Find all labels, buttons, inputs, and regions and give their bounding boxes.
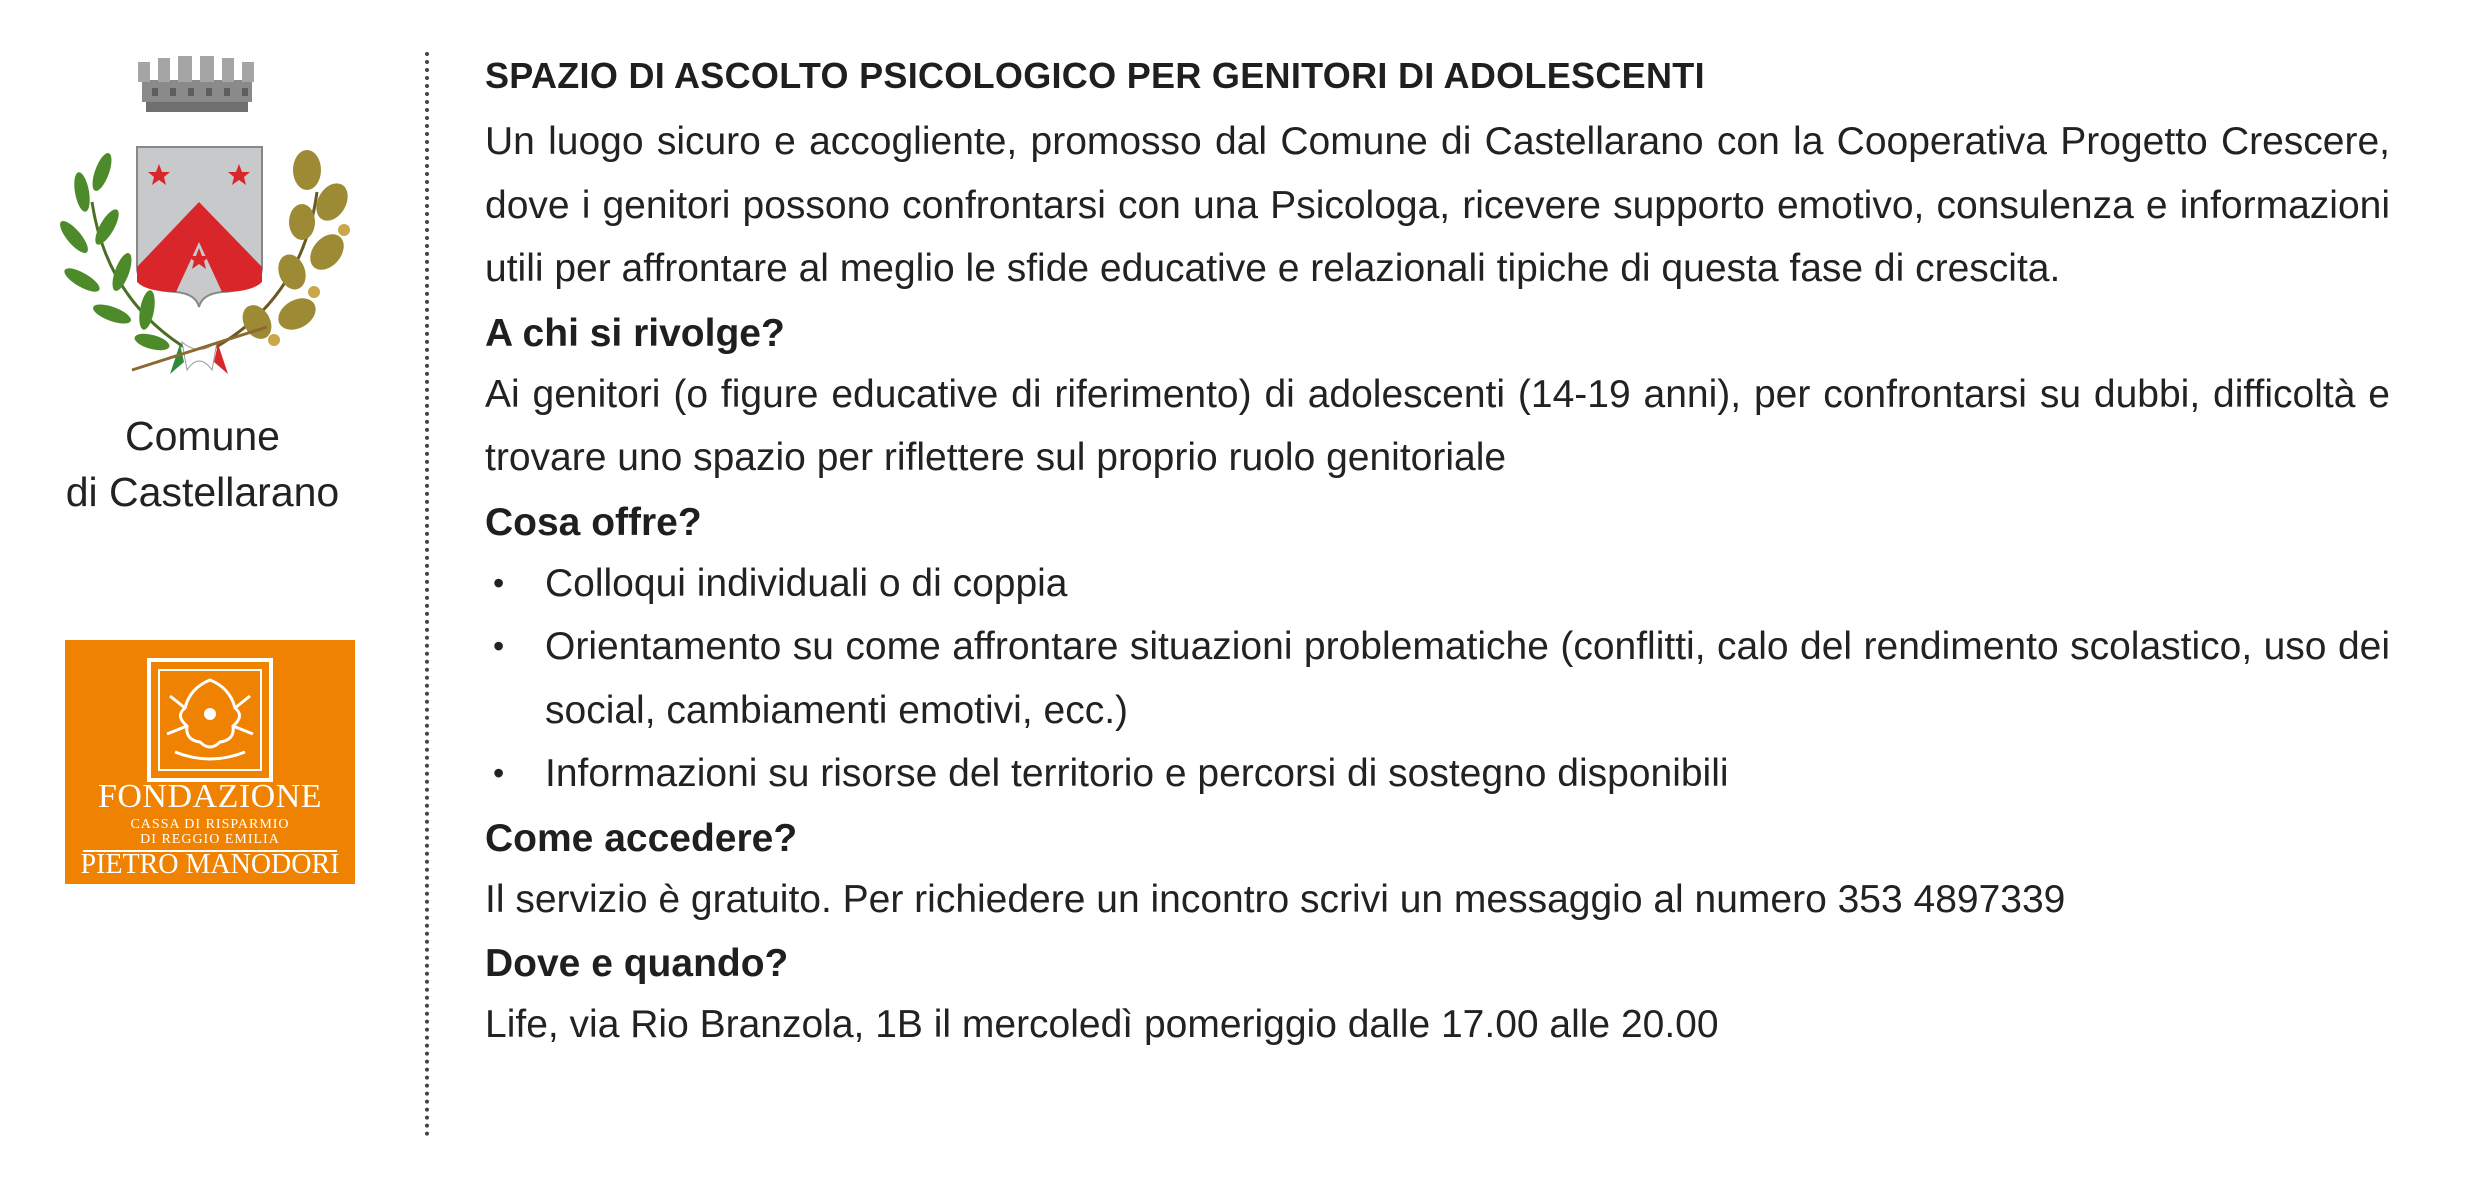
list-item-text: Informazioni su risorse del territorio e percorsi di sostegno disponibili	[545, 752, 1729, 795]
fondazione-sublabel-1: CASSA DI RISPARMIO	[130, 817, 290, 832]
list-item	[485, 552, 2390, 616]
comune-name-line1: Comune	[125, 413, 280, 459]
section-text-where-when: Life, via Rio Branzola, 1B il mercoledì pomeriggio dalle 17.00 alle 20.00	[485, 1003, 1719, 1046]
fondazione-sublabel-2: DI REGGIO EMILIA	[140, 832, 280, 847]
page-title: SPAZIO DI ASCOLTO PSICOLOGICO PER GENITORI DI ADOLESCENTI	[485, 55, 1705, 96]
dotted-divider	[425, 52, 429, 1137]
section-heading-target: A chi si rivolge?	[485, 311, 785, 355]
bullet-icon: •	[493, 628, 505, 664]
list-item	[485, 615, 2390, 742]
section-heading-offer: Cosa offre?	[485, 500, 702, 544]
fondazione-name: PIETRO MANODORI	[80, 849, 340, 880]
fondazione-logo	[65, 640, 355, 884]
section-text-access: Il servizio è gratuito. Per richiedere un incontro scrivi un messaggio al numero 353 4897339	[485, 877, 2066, 921]
fondazione-label: FONDAZIONE	[97, 778, 323, 815]
intro-paragraph: Un luogo sicuro e accogliente, promosso dal Comune di Castellarano con la Cooperativa Progetto Crescere, dove i genitori possono confrontarsi con una Psicologa, ricevere supporto emotivo, consulenza e informazioni utili per affrontare al meglio le sfide educative e relazionali tipiche di questa fase di crescita.	[485, 120, 2390, 290]
list-item	[485, 742, 2390, 806]
bullet-icon: •	[493, 755, 505, 791]
comune-name	[30, 408, 375, 520]
main-content	[485, 50, 2390, 1057]
comune-name-line2: di Castellarano	[65, 469, 340, 515]
castellarano-coat-of-arms-icon	[52, 52, 362, 392]
section-heading-access: Come accedere?	[485, 816, 798, 860]
section-heading-where-when: Dove e quando?	[485, 942, 789, 985]
crown-icon	[138, 56, 254, 112]
ribbon-icon	[132, 327, 267, 374]
section-text-target: Ai genitori (o figure educative di riferimento) di adolescenti (14-19 anni), per confrontarsi su dubbi, difficoltà e trovare uno spazio per riflettere sul proprio ruolo genitoriale	[485, 372, 2390, 479]
fondazione-emblem-icon	[145, 656, 275, 784]
sidebar	[0, 0, 410, 1198]
bullet-icon: •	[493, 564, 505, 601]
list-item-text: Colloqui individuali o di coppia	[545, 561, 1068, 605]
offer-list	[485, 552, 2390, 806]
list-item-text: Orientamento su come affrontare situazioni problematiche (conflitti, calo del rendimento scolastico, uso dei social, cambiamenti emotivi, ecc.)	[545, 625, 2390, 732]
